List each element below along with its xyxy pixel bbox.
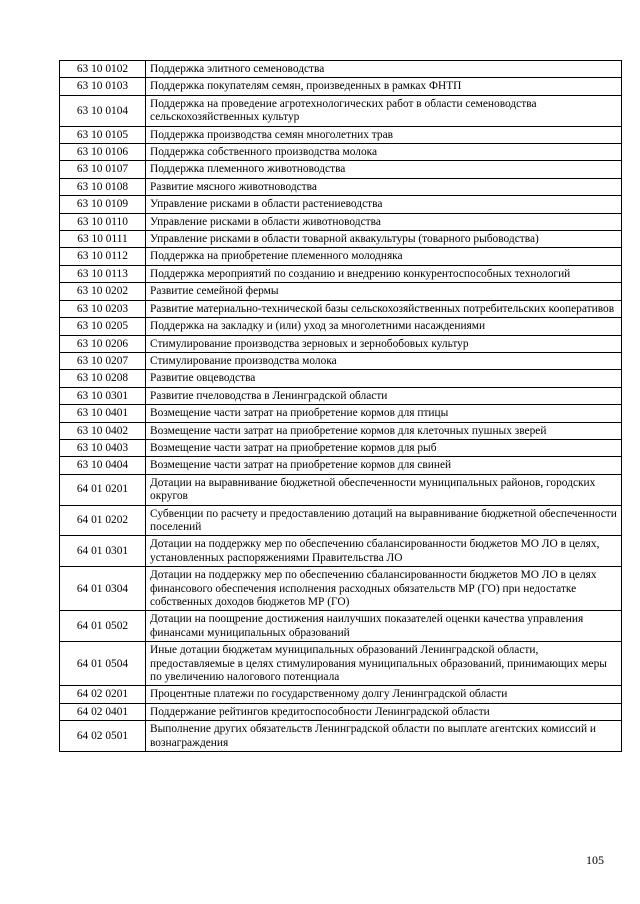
table-row xyxy=(60,144,622,161)
table-row xyxy=(60,721,622,752)
code-cell: 63 10 0208 xyxy=(60,370,146,387)
code-cell: 64 01 0201 xyxy=(60,474,146,505)
code-cell: 63 10 0203 xyxy=(60,300,146,317)
code-cell: 63 10 0207 xyxy=(60,352,146,369)
code-cell: 63 10 0111 xyxy=(60,231,146,248)
code-cell: 63 10 0105 xyxy=(60,126,146,143)
code-cell: 63 10 0110 xyxy=(60,213,146,230)
table-row xyxy=(60,370,622,387)
code-cell: 64 01 0301 xyxy=(60,536,146,567)
description-cell: Управление рисками в области животноводства xyxy=(146,213,622,230)
description-cell: Поддержка элитного семеноводства xyxy=(146,61,622,78)
code-cell: 63 10 0206 xyxy=(60,335,146,352)
table-row xyxy=(60,611,622,642)
table-row xyxy=(60,352,622,369)
description-cell: Поддержание рейтингов кредитоспособности Ленинградской области xyxy=(146,703,622,720)
description-cell: Управление рисками в области растениеводства xyxy=(146,196,622,213)
table-row xyxy=(60,126,622,143)
description-cell: Поддержка племенного животноводства xyxy=(146,161,622,178)
table-row xyxy=(60,61,622,78)
description-cell: Поддержка на закладку и (или) уход за многолетними насаждениями xyxy=(146,318,622,335)
description-cell: Возмещение части затрат на приобретение кормов для птицы xyxy=(146,405,622,422)
table-row xyxy=(60,161,622,178)
description-cell: Поддержка производства семян многолетних трав xyxy=(146,126,622,143)
description-cell: Поддержка мероприятий по созданию и внедрению конкурентоспособных технологий xyxy=(146,265,622,282)
table-row xyxy=(60,457,622,474)
table-row xyxy=(60,567,622,611)
description-cell: Развитие пчеловодства в Ленинградской области xyxy=(146,387,622,404)
table-row xyxy=(60,335,622,352)
description-cell: Поддержка покупателям семян, произведенных в рамках ФНТП xyxy=(146,78,622,95)
table-row xyxy=(60,536,622,567)
description-cell: Поддержка собственного производства молока xyxy=(146,144,622,161)
description-cell: Возмещение части затрат на приобретение кормов для рыб xyxy=(146,439,622,456)
description-cell: Развитие овцеводства xyxy=(146,370,622,387)
table-row xyxy=(60,474,622,505)
table-row xyxy=(60,642,622,686)
code-cell: 63 10 0107 xyxy=(60,161,146,178)
table-row xyxy=(60,405,622,422)
code-cell: 63 10 0205 xyxy=(60,318,146,335)
description-cell: Поддержка на приобретение племенного молодняка xyxy=(146,248,622,265)
table-row xyxy=(60,703,622,720)
table-row xyxy=(60,439,622,456)
description-cell: Дотации на выравнивание бюджетной обеспеченности муниципальных районов, городских округов xyxy=(146,474,622,505)
description-cell: Развитие материально-технической базы сельскохозяйственных потребительских кооперативов xyxy=(146,300,622,317)
code-cell: 63 10 0102 xyxy=(60,61,146,78)
table-row xyxy=(60,213,622,230)
description-cell: Поддержка на проведение агротехнологических работ в области семеноводства сельскохозяйственных культур xyxy=(146,95,622,126)
code-cell: 63 10 0301 xyxy=(60,387,146,404)
description-cell: Возмещение части затрат на приобретение кормов для клеточных пушных зверей xyxy=(146,422,622,439)
table-row xyxy=(60,505,622,536)
code-cell: 64 02 0501 xyxy=(60,721,146,752)
description-cell: Дотации на поддержку мер по обеспечению сбалансированности бюджетов МО ЛО в целях финансового обеспечения исполнения расходных обязательств МР (ГО) при недостатке собственных доходов бюджетов МР (ГО) xyxy=(146,567,622,611)
code-cell: 64 02 0401 xyxy=(60,703,146,720)
table-row xyxy=(60,422,622,439)
table-row xyxy=(60,78,622,95)
code-cell: 63 10 0104 xyxy=(60,95,146,126)
code-cell: 64 01 0202 xyxy=(60,505,146,536)
table-row xyxy=(60,283,622,300)
code-cell: 63 10 0403 xyxy=(60,439,146,456)
description-cell: Развитие семейной фермы xyxy=(146,283,622,300)
table-row xyxy=(60,178,622,195)
budget-codes-table xyxy=(59,60,622,752)
code-cell: 63 10 0404 xyxy=(60,457,146,474)
description-cell: Дотации на поощрение достижения наилучших показателей оценки качества управления финансами муниципальных образований xyxy=(146,611,622,642)
page-number: 105 xyxy=(586,853,604,867)
code-cell: 64 01 0304 xyxy=(60,567,146,611)
code-cell: 63 10 0108 xyxy=(60,178,146,195)
table-row xyxy=(60,300,622,317)
description-cell: Стимулирование производства молока xyxy=(146,352,622,369)
code-cell: 63 10 0402 xyxy=(60,422,146,439)
description-cell: Управление рисками в области товарной аквакультуры (товарного рыбоводства) xyxy=(146,231,622,248)
code-cell: 63 10 0401 xyxy=(60,405,146,422)
table-row xyxy=(60,231,622,248)
code-cell: 64 01 0504 xyxy=(60,642,146,686)
code-cell: 63 10 0112 xyxy=(60,248,146,265)
table-row xyxy=(60,387,622,404)
description-cell: Выполнение других обязательств Ленинградской области по выплате агентских комиссий и вознаграждения xyxy=(146,721,622,752)
code-cell: 64 01 0502 xyxy=(60,611,146,642)
description-cell: Развитие мясного животноводства xyxy=(146,178,622,195)
code-cell: 63 10 0109 xyxy=(60,196,146,213)
table-row xyxy=(60,95,622,126)
code-cell: 64 02 0201 xyxy=(60,686,146,703)
table-row xyxy=(60,265,622,282)
table-row xyxy=(60,248,622,265)
description-cell: Иные дотации бюджетам муниципальных образований Ленинградской области, предоставляемые в целях стимулирования муниципальных образований, принимающих меры по увеличению налогового потенциала xyxy=(146,642,622,686)
code-cell: 63 10 0106 xyxy=(60,144,146,161)
description-cell: Дотации на поддержку мер по обеспечению сбалансированности бюджетов МО ЛО в целях, установленных распоряжениями Правительства ЛО xyxy=(146,536,622,567)
code-cell: 63 10 0113 xyxy=(60,265,146,282)
table-row xyxy=(60,196,622,213)
table-body xyxy=(60,61,622,752)
description-cell: Возмещение части затрат на приобретение кормов для свиней xyxy=(146,457,622,474)
description-cell: Стимулирование производства зерновых и зернобобовых культур xyxy=(146,335,622,352)
table-row xyxy=(60,318,622,335)
table-row xyxy=(60,686,622,703)
code-cell: 63 10 0202 xyxy=(60,283,146,300)
description-cell: Процентные платежи по государственному долгу Ленинградской области xyxy=(146,686,622,703)
description-cell: Субвенции по расчету и предоставлению дотаций на выравнивание бюджетной обеспеченности поселений xyxy=(146,505,622,536)
code-cell: 63 10 0103 xyxy=(60,78,146,95)
